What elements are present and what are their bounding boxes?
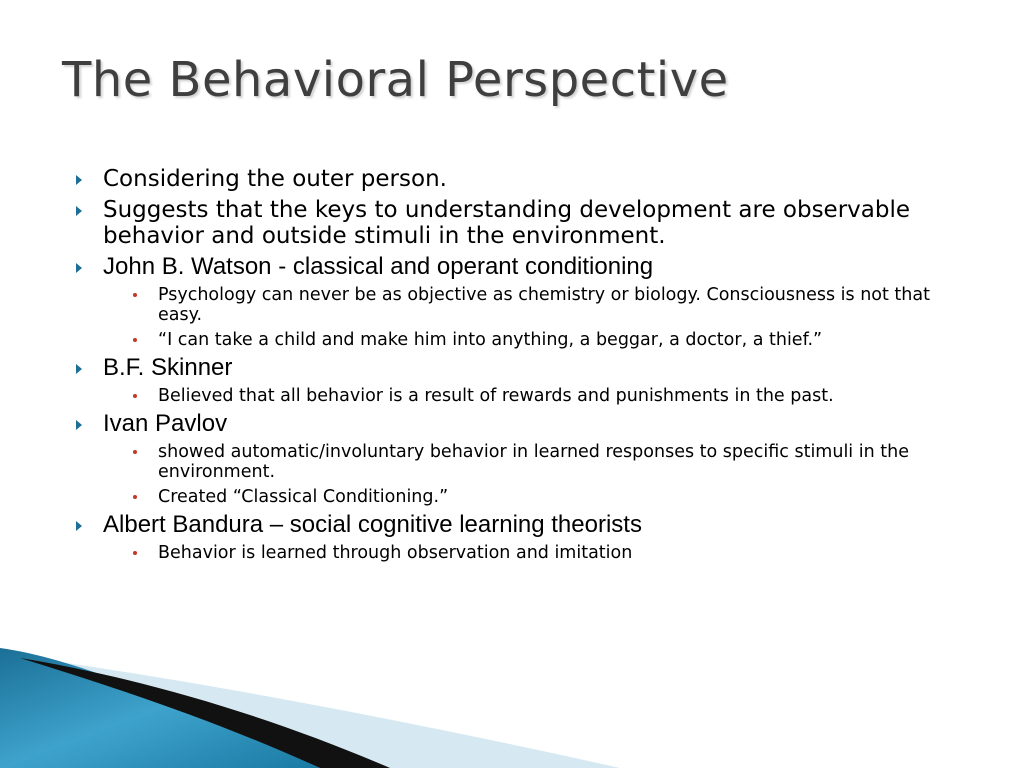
bullet-text: Albert Bandura – social cognitive learning theorists (103, 511, 642, 538)
sub-bullet-text: Psychology can never be as objective as chemistry or biology. Consciousness is not that easy. (158, 285, 930, 325)
sub-bullet-text: Believed that all behavior is a result of rewards and punishments in the past. (158, 386, 834, 406)
bullet-text: B.F. Skinner (103, 354, 233, 381)
sub-bullet-text: showed automatic/involuntary behavior in learned responses to specific stimuli in the environment. (158, 442, 909, 482)
slide-title: The Behavioral Perspective (62, 52, 729, 108)
sub-bullet-text: Created “Classical Conditioning.” (158, 487, 449, 507)
bullet-text: John B. Watson - classical and operant conditioning (103, 253, 654, 280)
sub-bullet-text: “I can take a child and make him into anything, a beggar, a doctor, a thief.” (158, 330, 823, 350)
bullet-text: Considering the outer person. (103, 166, 447, 192)
bullet-text: Ivan Pavlov (103, 410, 228, 437)
sub-bullet-text: Behavior is learned through observation and imitation (158, 543, 633, 563)
bullet-text: Suggests that the keys to understanding development are observable behavior and outside stimuli in the environment. (103, 197, 911, 249)
